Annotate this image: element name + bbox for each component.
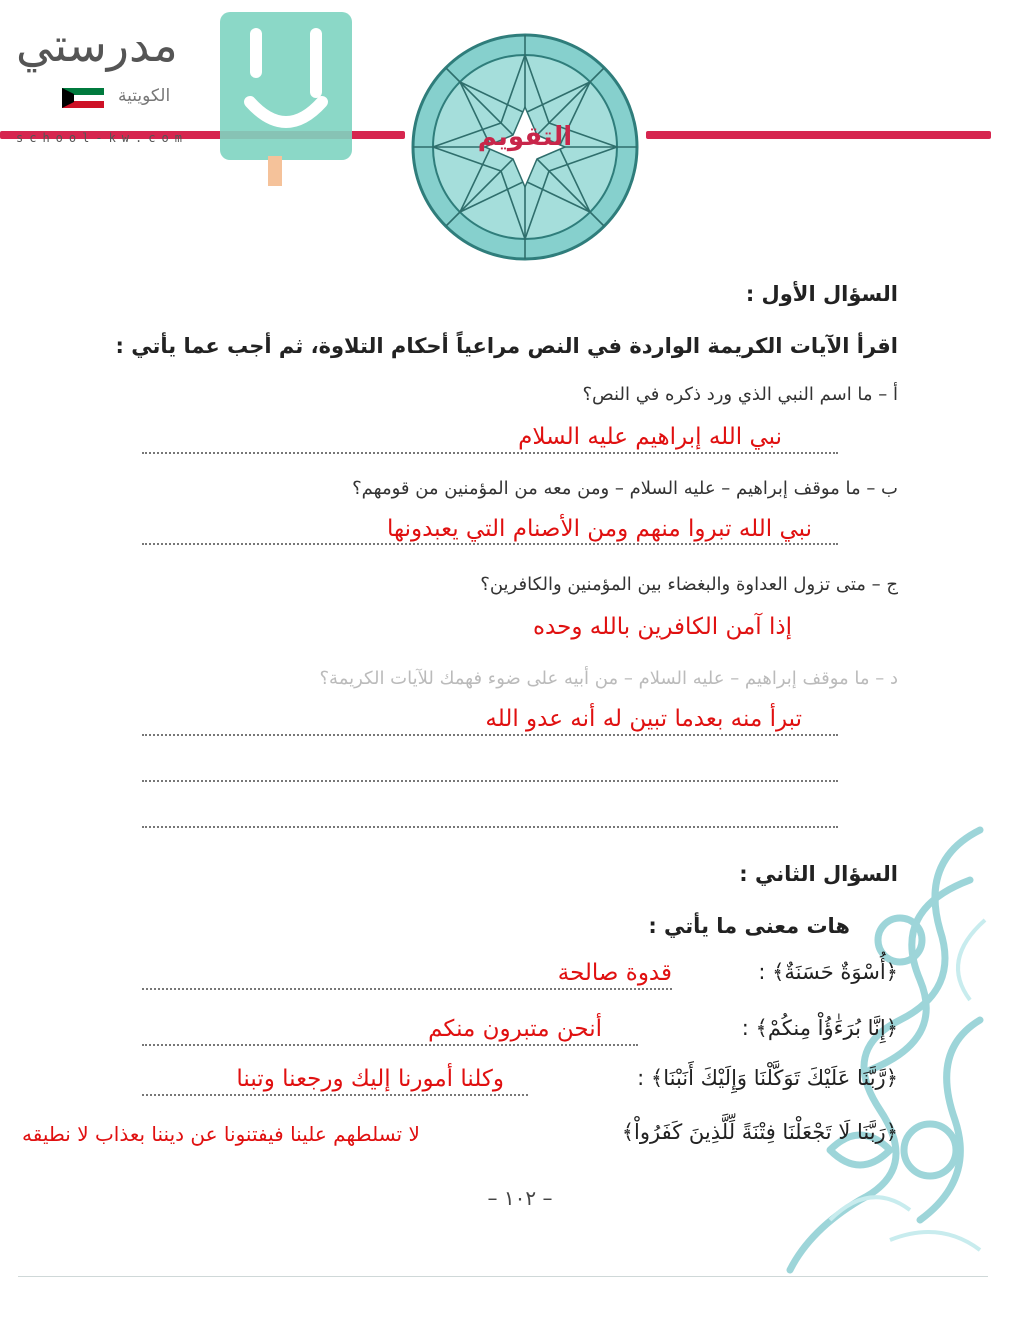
- bottom-rule: [18, 1276, 988, 1277]
- answer-line: [142, 1094, 528, 1096]
- kuwait-flag-icon: [62, 88, 104, 108]
- answer-1-b: نبي الله تبروا منهم ومن الأصنام التي يعبدونها: [386, 516, 812, 542]
- answer-1-c: إذا آمن الكافرين بالله وحده: [533, 614, 792, 640]
- page-number: – ١٠٢ –: [487, 1186, 553, 1210]
- corner-ornament-icon: [770, 820, 990, 1280]
- answer-1-a: نبي الله إبراهيم عليه السلام: [518, 424, 782, 450]
- question-1-intro: اقرأ الآيات الكريمة الواردة في النص مراعياً أحكام التلاوة، ثم أجب عما يأتي :: [115, 334, 898, 358]
- vocab-term-3: ﴿رَّبَّنَا عَلَيْكَ تَوَكَّلْنَا وَإِلَيْكَ أَنَبْنَا﴾ :: [637, 1066, 898, 1090]
- answer-line: [142, 452, 838, 454]
- vocab-answer-4: لا تسلطهم علينا فيفتنونا عن ديننا بعذاب لا نطيقه: [22, 1122, 420, 1146]
- answer-line: [142, 988, 672, 990]
- section-title: التقويم: [477, 122, 573, 152]
- logo-name: مدرستي: [16, 18, 178, 72]
- vocab-answer-3: وكلنا أمورنا إليك ورجعنا وتبنا: [236, 1066, 504, 1092]
- vocab-term-4: ﴿رَبَّنَا لَا تَجْعَلْنَا فِتْنَةً لِّلَّذِينَ كَفَرُواْ﴾: [621, 1120, 898, 1144]
- answer-line: [142, 543, 838, 545]
- answer-line: [142, 734, 838, 736]
- vocab-term-2: ﴿إِنَّا بُرَءَٰؤُاْ مِنكُمْ﴾ :: [741, 1016, 898, 1040]
- question-1-item-d: د – ما موقف إبراهيم – عليه السلام – من أبيه على ضوء فهمك للآيات الكريمة؟: [319, 668, 898, 689]
- answer-line: [142, 780, 838, 782]
- header-band-right: [646, 131, 991, 139]
- question-1-title: السؤال الأول :: [745, 282, 898, 306]
- logo-card: [220, 12, 352, 160]
- answer-line: [142, 826, 838, 828]
- question-2-title: السؤال الثاني :: [739, 862, 898, 886]
- question-1-item-b: ب – ما موقف إبراهيم – عليه السلام – ومن معه من المؤمنين من قومهم؟: [352, 478, 898, 499]
- answer-1-d: تبرأ منه بعدما تبين له أنه عدو الله: [485, 706, 802, 732]
- question-2-intro: هات معنى ما يأتي :: [648, 914, 850, 938]
- logo-bookmark: [268, 156, 282, 186]
- answer-line: [142, 1044, 638, 1046]
- logo-subtitle: الكويتية: [118, 86, 171, 106]
- question-1-item-c: ج – متى تزول العداوة والبغضاء بين المؤمنين والكافرين؟: [480, 574, 898, 595]
- logo-url: school-kw.com: [16, 131, 188, 145]
- vocab-answer-1: قدوة صالحة: [557, 960, 672, 986]
- question-1-item-a: أ – ما اسم النبي الذي ورد ذكره في النص؟: [582, 384, 898, 405]
- vocab-answer-2: أنحن متبرون منكم: [428, 1016, 602, 1042]
- vocab-term-1: ﴿أُسْوَةٌ حَسَنَةٌ﴾ :: [758, 960, 898, 984]
